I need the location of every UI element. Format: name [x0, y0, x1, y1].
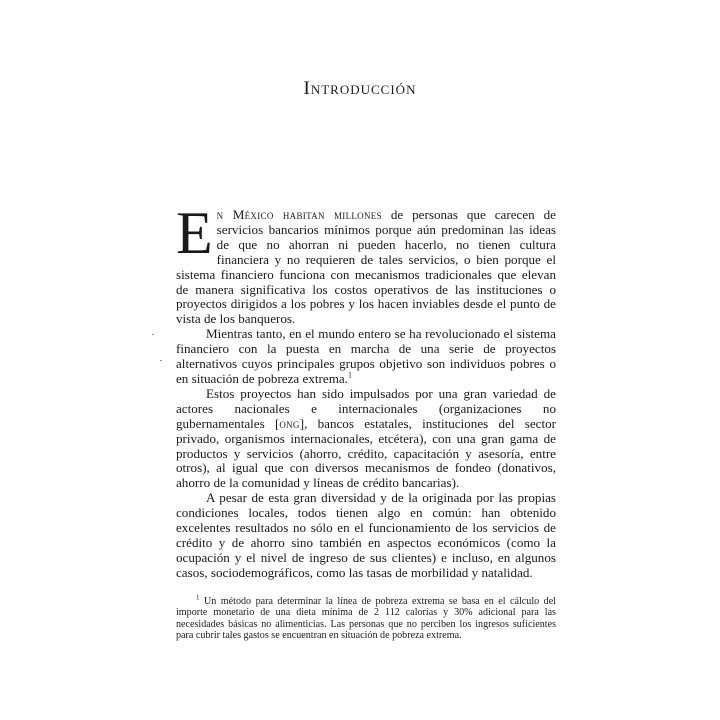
footnote-number: 1: [196, 593, 200, 602]
acronym-ong: ong: [279, 415, 300, 431]
paragraph-2-text: Mientras tanto, en el mundo entero se ha revolucionado el sistema financiero con la puesta en marcha de una serie de proyectos alternativos cuyos principales grupos objetivo son individuos pobres o en situación de pobreza extrema.: [176, 326, 556, 386]
paragraph-1: [176, 200, 556, 327]
scan-speck: [160, 360, 162, 361]
paragraph-4-text: A pesar de esta gran diversidad y de la originada por las propias condiciones locales, todos tienen algo en común: han obtenido excelentes resultados no sólo en el funcionamiento de los servicios de crédito y de ahorro sino también en aspectos económicos (como la ocupación y el nivel de ingreso de sus clientes) e incluso, en algunos casos, sociodemográficos, como las tasas de morbilidad y natalidad.: [176, 490, 556, 580]
paragraph-4: [176, 491, 556, 580]
footnote-text: Un método para determinar la línea de pobreza extrema se basa en el cálculo del importe monetario de una dieta mínima de 2 112 calorías y 30% adicional para las necesidades básicas no alimenticias. Las personas que no perciben los ingresos suficientes para cubrir tales gastos se encuentran en situación de pobreza extrema.: [176, 596, 556, 642]
drop-cap: E: [176, 200, 213, 266]
paragraph-2: [176, 327, 556, 387]
body-text: [176, 200, 556, 581]
footnote-reference[interactable]: 1: [347, 370, 352, 380]
footnote: [176, 593, 556, 642]
scan-speck: [152, 334, 154, 335]
opening-small-caps: n México habitan millones: [216, 207, 382, 222]
page-title: Introducción: [303, 78, 417, 99]
paragraph-3-text-a: Estos proyectos han sido impulsados por una gran variedad de actores nacionales e internacionales (organizaciones no gubernamentales [: [176, 385, 556, 431]
paragraph-1-text: de personas que carecen de servicios bancarios mínimos porque aún predominan las ideas de que no ahorran ni pueden hacerlo, no tienen cultura financiera y no requieren de tales servicios, o bien porque el sistema financiero funciona con mecanismos tradicionales que elevan de manera significativa los costos operativos de las instituciones o proyectos dirigidos a los pobres y los hacen inviables desde el punto de vista de los banqueros.: [176, 207, 556, 327]
paragraph-3: [176, 387, 556, 491]
paragraph-3-text-b: ], bancos estatales, instituciones del sector privado, organismos internacionales, etcétera), con una gran gama de productos y servicios (ahorro, crédito, capacitación y asesoría, entre otros), al igual que con diversos mecanismos de fondeo (donativos, ahorro de la comunidad y líneas de crédito bancarias).: [176, 415, 556, 491]
